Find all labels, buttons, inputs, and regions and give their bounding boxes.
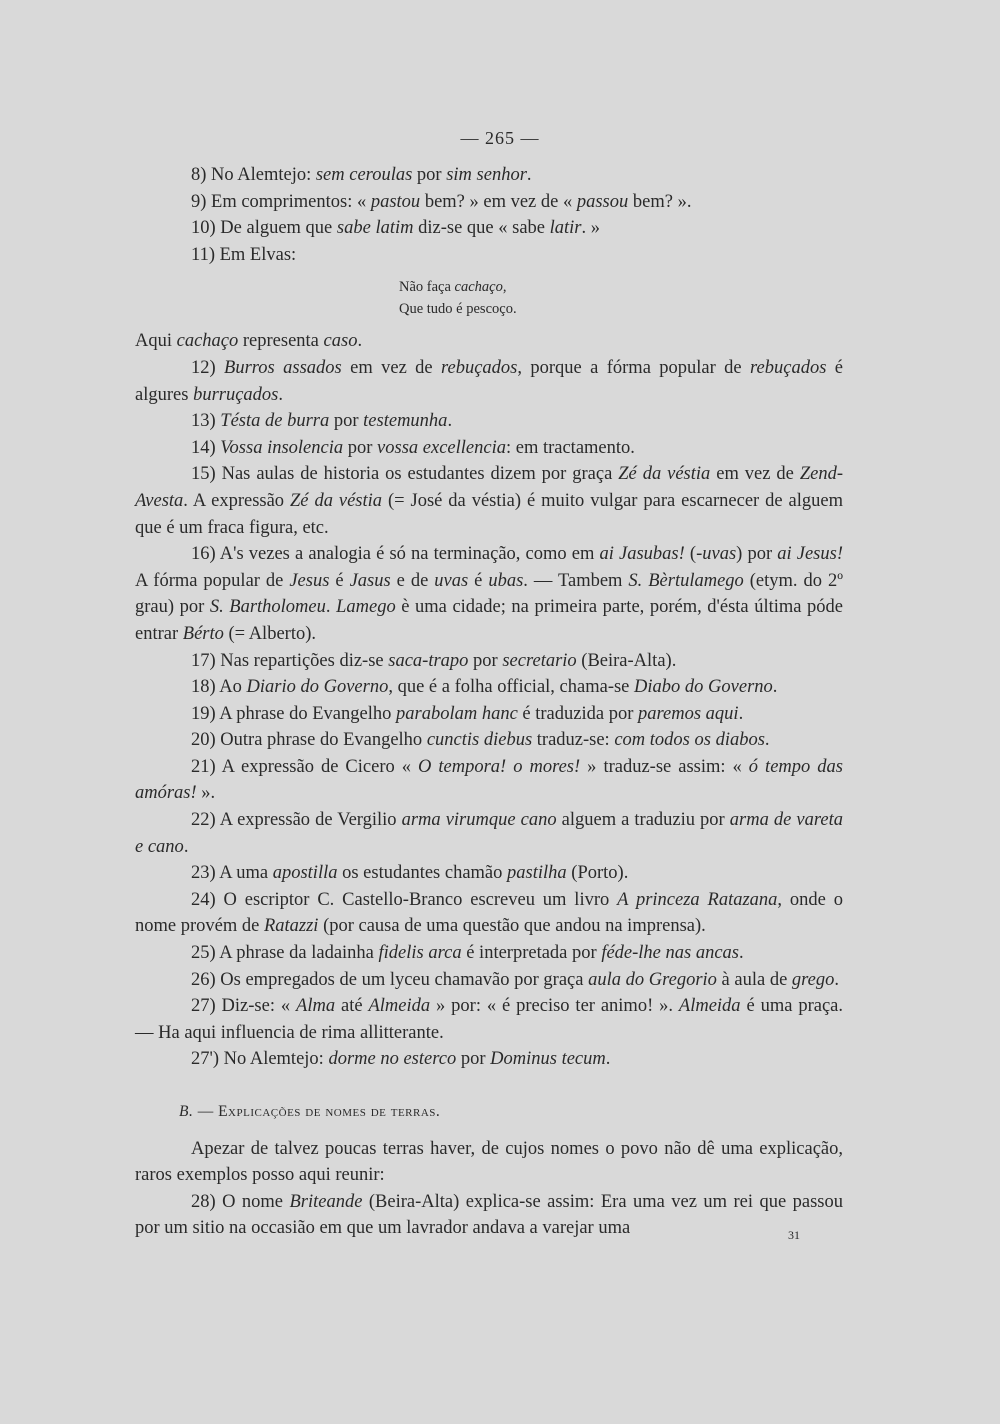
verse-line: Não faça cachaço,: [399, 279, 507, 296]
list-item: 11) Em Elvas:: [191, 244, 297, 265]
list-item: 21) A expressão de Cicero « O tempora! o mores! » traduz-se assim: « ó tempo das amóras! ».: [135, 756, 843, 804]
signature-mark: 31: [788, 1228, 800, 1242]
list-item: 10) De alguem que sabe latim diz-se que « sabe latir. »: [191, 218, 600, 239]
items-group-1: [135, 162, 843, 268]
list-item: 27) Diz-se: « Alma até Almeida » por: « é preciso ter animo! ». Almeida é uma praça. — Ha aqui influencia de rima allitterante.: [135, 996, 843, 1043]
section-paragraph: Apezar de talvez poucas terras haver, de cujos nomes o povo não dê uma explicação, raros exemplos posso aqui reunir:: [135, 1138, 843, 1186]
verse-line: Que tudo é pescoço.: [399, 301, 517, 318]
list-item: 19) A phrase do Evangelho parabolam hanc é traduzida por paremos aqui.: [191, 703, 744, 724]
list-item: 12) Burros assados em vez de rebuçados, porque a fórma popular de rebuçados é algures burruçados.: [135, 357, 843, 405]
verse-quote: [399, 276, 843, 320]
list-item: 17) Nas repartições diz-se saca-trapo por secretario (Beira-Alta).: [191, 650, 677, 671]
list-item: 25) A phrase da ladainha fidelis arca é interpretada por féde-lhe nas ancas.: [191, 943, 744, 964]
list-item: 14) Vossa insolencia por vossa excellencia: em tractamento.: [191, 437, 635, 458]
list-item: 24) O escriptor C. Castello-Branco escreveu um livro A princeza Ratazana, onde o nome provém de Ratazzi (por causa de uma questão que andou na imprensa).: [135, 889, 843, 937]
page-body: [135, 162, 843, 1242]
items-group-2: [135, 355, 843, 1073]
section-heading: B. — Explicações de nomes de terras.: [179, 1103, 441, 1120]
list-item: 22) A expressão de Vergilio arma virumque cano alguem a traduziu por arma de vareta e cano.: [135, 810, 843, 857]
list-item: 15) Nas aulas de historia os estudantes dizem por graça Zé da véstia em vez de Zend-Avesta. A expressão Zé da véstia (= José da véstia) é muito vulgar para escarnecer de alguem que é um fraca figura, etc.: [135, 464, 843, 538]
section-paragraph: 28) O nome Briteande (Beira-Alta) explica-se assim: Era uma vez um rei que passou por um sitio na occasião em que um lavrador andava a varejar uma: [135, 1191, 843, 1239]
list-item: 20) Outra phrase do Evangelho cunctis diebus traduz-se: com todos os diabos.: [191, 730, 770, 751]
page-number: — 265 —: [460, 128, 540, 148]
list-item: 26) Os empregados de um lyceu chamavão por graça aula do Gregorio à aula de grego.: [191, 969, 840, 990]
list-item: 8) No Alemtejo: sem ceroulas por sim senhor.: [191, 165, 532, 185]
list-item: 27') No Alemtejo: dorme no esterco por Dominus tecum.: [191, 1049, 611, 1070]
list-item: 13) Tésta de burra por testemunha.: [191, 411, 453, 432]
list-item: 9) Em comprimentos: « pastou bem? » em vez de « passou bem? ».: [191, 191, 692, 212]
list-item: 23) A uma apostilla os estudantes chamão pastilha (Porto).: [191, 863, 629, 884]
verse-comment: Aqui cachaço representa caso.: [135, 331, 363, 352]
list-item: 16) A's vezes a analogia é só na terminação, como em ai Jasubas! (-uvas) por ai Jesus! A fórma popular de Jesus é Jasus e de uvas é ubas. — Tambem S. Bèrtulamego (etym. do 2º grau) por S. Bartholomeu. Lamego è uma cidade; na primeira parte, porém, d'ésta última póde entrar Bérto (= Alberto).: [135, 544, 844, 644]
list-item: 18) Ao Diario do Governo, que é a folha official, chama-se Diabo do Governo.: [191, 677, 778, 698]
